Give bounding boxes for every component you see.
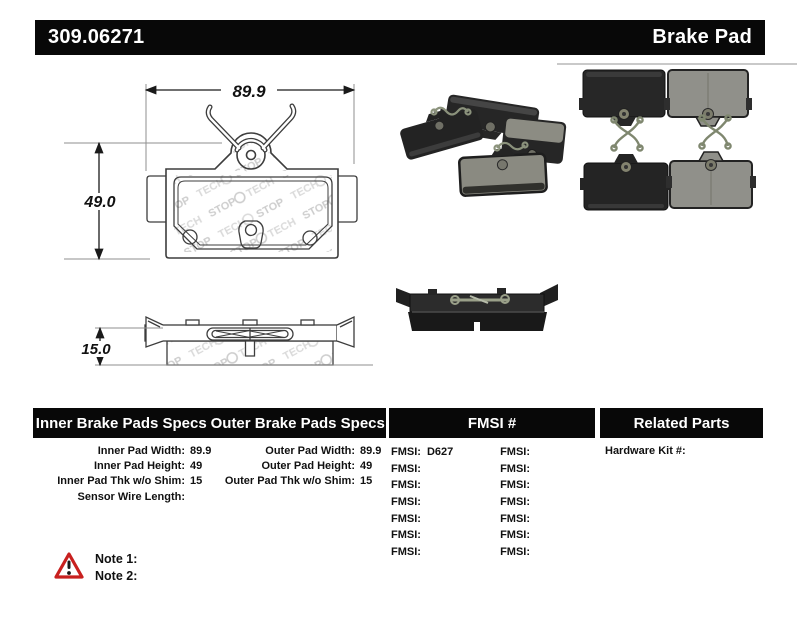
note-2: Note 2:: [95, 569, 138, 583]
thickness-dim-label: 15.0: [81, 341, 111, 358]
side-view-drawing: [145, 317, 354, 365]
fmsi-row: FMSI: FMSI:: [391, 496, 531, 509]
note-1: Note 1:: [95, 552, 138, 566]
fmsi-row: FMSI: FMSI:: [391, 479, 531, 492]
outer-specs-title: Outer Brake Pads Specs: [210, 414, 385, 432]
fmsi-row: FMSI: FMSI:: [391, 462, 531, 475]
fmsi-table: [391, 444, 606, 561]
spec-row: Inner Pad Width: 89.9: [97, 445, 212, 457]
warning-icon: [56, 554, 82, 577]
inner-specs-title: Inner Brake Pads Specs: [35, 414, 207, 432]
fmsi-row: FMSI: FMSI:: [391, 512, 531, 525]
related-parts-table: [605, 443, 692, 459]
photo-pad-set-grid: [579, 70, 756, 210]
height-dim-label: 49.0: [84, 194, 116, 211]
fmsi-row: FMSI: FMSI:: [391, 546, 531, 559]
spec-row: Outer Pad Height: 49: [261, 460, 373, 473]
specs-header-bar: [33, 408, 386, 438]
photo-pad-set-angled: [397, 93, 567, 196]
outer-specs-table: [200, 444, 381, 490]
spec-row: Outer Pad Width: 89.9: [265, 445, 382, 457]
photo-pad-side-view: [396, 284, 558, 332]
related-row: Hardware Kit #:: [605, 445, 686, 457]
spec-row: Outer Pad Thk w/o Shim: 15: [224, 475, 373, 488]
fmsi-title: FMSI #: [467, 414, 517, 432]
spec-row: Inner Pad Thk w/o Shim: 15: [57, 475, 203, 488]
fmsi-row: FMSI: FMSI:: [391, 529, 531, 542]
spec-row: Sensor Wire Length:: [77, 490, 185, 503]
fmsi-header-bar: [389, 408, 595, 438]
related-parts-title: Related Parts: [633, 414, 730, 432]
spec-row: Inner Pad Height: 49: [93, 460, 203, 473]
width-dim-label: 89.9: [232, 82, 266, 101]
fmsi-row: FMSI: D627 FMSI:: [391, 446, 531, 458]
inner-specs-table: [33, 444, 211, 505]
part-number: 309.06271: [48, 26, 145, 48]
front-view-drawing: [147, 106, 360, 265]
related-parts-header-bar: [600, 408, 763, 438]
product-type: Brake Pad: [652, 26, 752, 48]
